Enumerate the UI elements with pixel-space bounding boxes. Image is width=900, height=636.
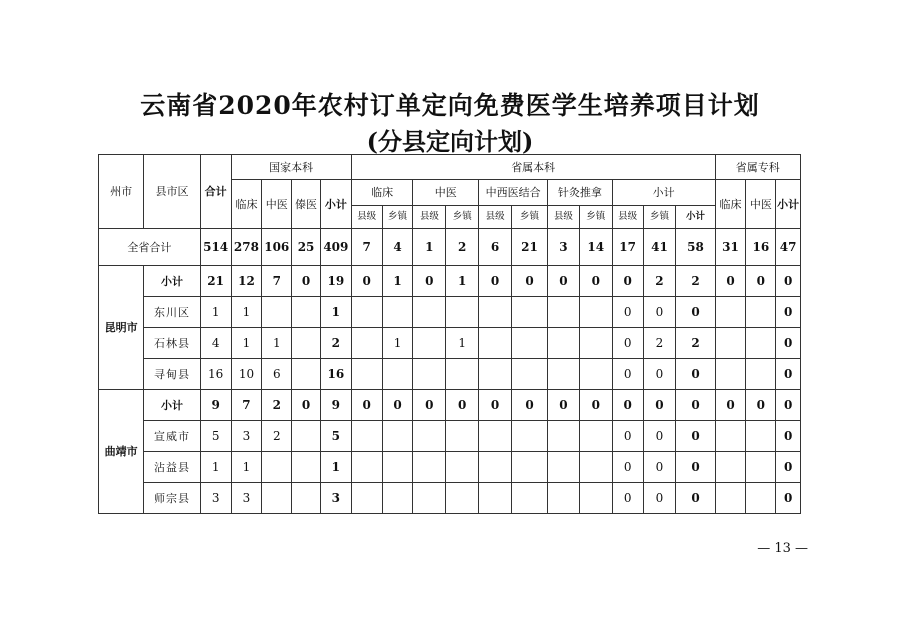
cell: 3 — [231, 421, 262, 452]
cell: 0 — [715, 266, 746, 297]
cell — [512, 483, 548, 514]
header-college-subtotal: 小计 — [776, 180, 801, 229]
cell: 0 — [776, 421, 801, 452]
cell: 0 — [612, 297, 643, 328]
cell — [746, 421, 776, 452]
county-name: 沾益县 — [144, 452, 201, 483]
cell — [548, 297, 580, 328]
cell: 1 — [382, 328, 413, 359]
cell: 0 — [612, 266, 643, 297]
cell: 409 — [320, 229, 351, 266]
county-row — [99, 297, 801, 328]
cell: 0 — [643, 297, 676, 328]
cell — [579, 421, 612, 452]
header-county-level: 县级 — [548, 206, 580, 229]
cell — [715, 452, 746, 483]
cell: 1 — [320, 297, 351, 328]
cell — [479, 483, 512, 514]
header-county: 县市区 — [144, 155, 201, 229]
cell — [548, 452, 580, 483]
cell: 5 — [320, 421, 351, 452]
cell — [548, 483, 580, 514]
cell — [292, 452, 321, 483]
cell: 7 — [231, 390, 262, 421]
cell: 1 — [446, 266, 479, 297]
cell: 106 — [262, 229, 292, 266]
cell — [446, 483, 479, 514]
cell — [479, 421, 512, 452]
cell: 31 — [715, 229, 746, 266]
cell — [446, 297, 479, 328]
county-row — [99, 483, 801, 514]
cell: 3 — [231, 483, 262, 514]
cell — [413, 452, 446, 483]
document-subtitle: (分县定向计划) — [366, 127, 534, 156]
cell: 1 — [231, 452, 262, 483]
header-provincial-college: 省属专科 — [715, 155, 800, 180]
cell — [715, 328, 746, 359]
cell — [715, 483, 746, 514]
cell — [548, 359, 580, 390]
cell: 0 — [292, 266, 321, 297]
cell: 0 — [479, 266, 512, 297]
cell: 19 — [320, 266, 351, 297]
header-prov-tcm: 中医 — [413, 180, 479, 206]
city-subtotal-row — [99, 266, 801, 297]
cell: 0 — [612, 390, 643, 421]
cell — [512, 421, 548, 452]
cell — [351, 328, 382, 359]
cell: 0 — [746, 266, 776, 297]
header-prov-clinical: 临床 — [351, 180, 413, 206]
cell: 1 — [413, 229, 446, 266]
header-prov-subtotal: 小计 — [612, 180, 715, 206]
subtotal-label: 小计 — [144, 266, 201, 297]
cell — [292, 483, 321, 514]
subtotal-label: 小计 — [144, 390, 201, 421]
cell: 2 — [320, 328, 351, 359]
cell: 2 — [676, 328, 715, 359]
cell — [292, 328, 321, 359]
cell — [746, 483, 776, 514]
cell: 3 — [320, 483, 351, 514]
cell: 16 — [200, 359, 231, 390]
cell — [512, 359, 548, 390]
cell: 0 — [382, 390, 413, 421]
cell: 0 — [512, 266, 548, 297]
cell: 0 — [612, 359, 643, 390]
cell: 21 — [512, 229, 548, 266]
header-national-dai: 傣医 — [292, 180, 321, 229]
header-township: 乡镇 — [512, 206, 548, 229]
cell — [746, 297, 776, 328]
cell: 1 — [382, 266, 413, 297]
cell: 2 — [676, 266, 715, 297]
header-county-level: 县级 — [479, 206, 512, 229]
cell — [446, 421, 479, 452]
cell: 3 — [548, 229, 580, 266]
cell: 0 — [776, 297, 801, 328]
cell — [512, 297, 548, 328]
cell — [262, 452, 292, 483]
cell — [479, 452, 512, 483]
cell: 1 — [200, 452, 231, 483]
cell: 278 — [231, 229, 262, 266]
header-national-clinical: 临床 — [231, 180, 262, 229]
city-name: 曲靖市 — [99, 390, 144, 514]
cell: 7 — [351, 229, 382, 266]
page-number: — 13 — — [757, 541, 808, 556]
cell — [382, 421, 413, 452]
plan-table — [98, 154, 801, 514]
cell: 9 — [200, 390, 231, 421]
cell: 0 — [479, 390, 512, 421]
cell: 0 — [676, 359, 715, 390]
cell: 2 — [262, 390, 292, 421]
cell: 0 — [612, 328, 643, 359]
cell: 1 — [200, 297, 231, 328]
header-total: 合计 — [200, 155, 231, 229]
county-name: 宣威市 — [144, 421, 201, 452]
cell: 0 — [612, 452, 643, 483]
cell: 0 — [413, 266, 446, 297]
cell — [579, 297, 612, 328]
cell — [479, 297, 512, 328]
cell: 1 — [320, 452, 351, 483]
cell — [382, 483, 413, 514]
cell: 1 — [231, 297, 262, 328]
cell — [413, 297, 446, 328]
cell — [292, 359, 321, 390]
cell — [351, 452, 382, 483]
cell: 0 — [548, 390, 580, 421]
cell: 0 — [676, 421, 715, 452]
province-total-label: 全省合计 — [99, 229, 201, 266]
cell: 12 — [231, 266, 262, 297]
county-name: 寻甸县 — [144, 359, 201, 390]
cell: 0 — [776, 266, 801, 297]
cell: 17 — [612, 229, 643, 266]
cell — [512, 452, 548, 483]
cell — [292, 421, 321, 452]
header-provincial-undergrad: 省属本科 — [351, 155, 715, 180]
cell — [351, 421, 382, 452]
header-prov-acu: 针灸推拿 — [548, 180, 613, 206]
county-row — [99, 452, 801, 483]
cell: 25 — [292, 229, 321, 266]
cell: 0 — [292, 390, 321, 421]
city-subtotal-row — [99, 390, 801, 421]
cell — [715, 421, 746, 452]
cell: 0 — [548, 266, 580, 297]
cell: 0 — [776, 390, 801, 421]
cell — [746, 328, 776, 359]
cell — [715, 297, 746, 328]
cell: 3 — [200, 483, 231, 514]
header-township: 乡镇 — [382, 206, 413, 229]
header-county-level: 县级 — [413, 206, 446, 229]
cell: 0 — [413, 390, 446, 421]
cell: 0 — [746, 390, 776, 421]
header-national-undergrad: 国家本科 — [231, 155, 351, 180]
county-name: 师宗县 — [144, 483, 201, 514]
header-county-level: 县级 — [612, 206, 643, 229]
cell — [479, 359, 512, 390]
cell: 6 — [479, 229, 512, 266]
cell — [292, 297, 321, 328]
header-city: 州市 — [99, 155, 144, 229]
cell: 0 — [676, 483, 715, 514]
cell — [746, 452, 776, 483]
cell — [512, 328, 548, 359]
document-title: 云南省2020年农村订单定向免费医学生培养项目计划 — [140, 91, 760, 120]
cell — [579, 483, 612, 514]
cell — [413, 421, 446, 452]
cell: 0 — [512, 390, 548, 421]
cell: 0 — [612, 421, 643, 452]
cell: 1 — [231, 328, 262, 359]
cell: 47 — [776, 229, 801, 266]
cell: 16 — [746, 229, 776, 266]
county-name: 东川区 — [144, 297, 201, 328]
cell: 4 — [382, 229, 413, 266]
cell: 0 — [776, 483, 801, 514]
cell — [548, 421, 580, 452]
cell: 0 — [643, 390, 676, 421]
cell — [746, 359, 776, 390]
cell — [446, 452, 479, 483]
header-college-tcm: 中医 — [746, 180, 776, 229]
header-prov-cwm: 中西医结合 — [479, 180, 548, 206]
cell: 16 — [320, 359, 351, 390]
county-row — [99, 328, 801, 359]
cell: 0 — [446, 390, 479, 421]
cell: 21 — [200, 266, 231, 297]
county-name: 石林县 — [144, 328, 201, 359]
cell — [548, 328, 580, 359]
cell — [262, 297, 292, 328]
cell — [579, 328, 612, 359]
cell: 7 — [262, 266, 292, 297]
cell — [446, 359, 479, 390]
cell: 0 — [351, 390, 382, 421]
cell — [382, 359, 413, 390]
cell: 2 — [446, 229, 479, 266]
cell — [579, 452, 612, 483]
cell: 0 — [776, 328, 801, 359]
cell: 0 — [579, 390, 612, 421]
county-row — [99, 359, 801, 390]
cell: 0 — [676, 297, 715, 328]
cell — [351, 483, 382, 514]
header-township: 乡镇 — [643, 206, 676, 229]
cell: 0 — [676, 390, 715, 421]
cell: 514 — [200, 229, 231, 266]
cell: 0 — [776, 359, 801, 390]
header-prov-subtotal-total: 小计 — [676, 206, 715, 229]
cell: 41 — [643, 229, 676, 266]
header-national-tcm: 中医 — [262, 180, 292, 229]
cell — [413, 328, 446, 359]
cell: 0 — [579, 266, 612, 297]
cell: 0 — [643, 421, 676, 452]
header-college-clinical: 临床 — [715, 180, 746, 229]
cell: 1 — [446, 328, 479, 359]
cell: 2 — [643, 328, 676, 359]
cell — [413, 359, 446, 390]
cell: 0 — [643, 483, 676, 514]
cell: 1 — [262, 328, 292, 359]
header-national-subtotal: 小计 — [320, 180, 351, 229]
header-county-level: 县级 — [351, 206, 382, 229]
cell: 6 — [262, 359, 292, 390]
cell: 0 — [676, 452, 715, 483]
cell — [579, 359, 612, 390]
cell — [262, 483, 292, 514]
cell: 0 — [643, 452, 676, 483]
city-name: 昆明市 — [99, 266, 144, 390]
cell — [715, 359, 746, 390]
cell — [351, 359, 382, 390]
cell: 0 — [351, 266, 382, 297]
cell — [413, 483, 446, 514]
cell: 0 — [643, 359, 676, 390]
cell: 10 — [231, 359, 262, 390]
cell: 14 — [579, 229, 612, 266]
cell — [382, 452, 413, 483]
cell — [382, 297, 413, 328]
county-row — [99, 421, 801, 452]
cell: 9 — [320, 390, 351, 421]
cell: 58 — [676, 229, 715, 266]
cell: 5 — [200, 421, 231, 452]
cell: 4 — [200, 328, 231, 359]
header-township: 乡镇 — [579, 206, 612, 229]
cell: 0 — [612, 483, 643, 514]
cell: 0 — [776, 452, 801, 483]
cell: 2 — [643, 266, 676, 297]
cell — [479, 328, 512, 359]
cell: 0 — [715, 390, 746, 421]
cell: 2 — [262, 421, 292, 452]
province-total-row — [99, 229, 801, 266]
cell — [351, 297, 382, 328]
header-township: 乡镇 — [446, 206, 479, 229]
